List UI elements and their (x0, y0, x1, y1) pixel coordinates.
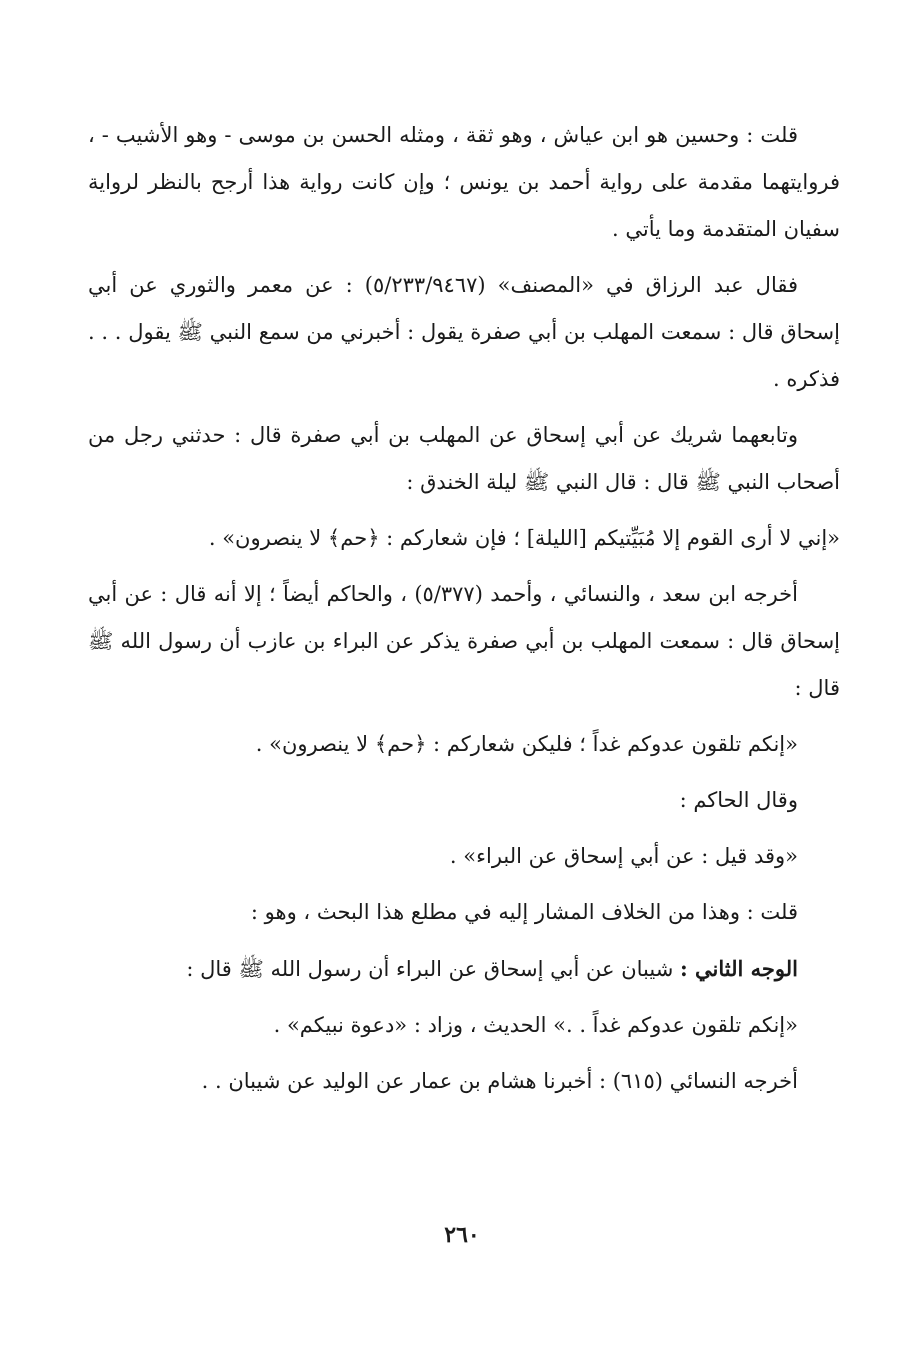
quote-hadith-dawat-nabiyyikum: «إنكم تلقون عدوكم غداً . .» الحديث ، وزاد : «دعوة نبيكم» . (273, 1013, 798, 1037)
paragraph-sharik-corroboration: وتابعهما شريك عن أبي إسحاق عن المهلب بن أبي صفرة قال : حدثني رجل من أصحاب النبي ﷺ قال : قال النبي ﷺ ليلة الخندق : (88, 423, 840, 494)
paragraph-second-aspect (88, 945, 798, 993)
paragraph-commentary-husain: قلت : وحسين هو ابن عياش ، وهو ثقة ، ومثله الحسن بن موسى - وهو الأشيب - ، فروايتهما مقدمة على رواية أحمد بن يونس ؛ وإن كانت رواية هذا أرجح بالنظر لرواية سفيان المتقدمة وما يأتي . (88, 123, 840, 241)
paragraph-disagreement-note: قلت : وهذا من الخلاف المشار إليه في مطلع هذا البحث ، وهو : (250, 900, 798, 924)
paragraph-hakim-said: وقال الحاكم : (679, 788, 798, 812)
second-aspect-text: شيبان عن أبي إسحاق عن البراء أن رسول الله ﷺ قال : (186, 957, 674, 981)
paragraph-abdulrazzaq-musannaf: فقال عبد الرزاق في «المصنف» (٥/٢٣٣/٩٤٦٧) : عن معمر والثوري عن أبي إسحاق قال : سمعت المهلب بن أبي صفرة يقول : أخبرني من سمع النبي ﷺ يقول . . . فذكره . (88, 273, 840, 391)
paragraph-takhrij-nasai: أخرجه النسائي (٦١٥) : أخبرنا هشام بن عمار عن الوليد عن شيبان . . (201, 1069, 798, 1093)
paragraph-takhrij-ibn-saad: أخرجه ابن سعد ، والنسائي ، وأحمد (٥/٣٧٧) ، والحاكم أيضاً ؛ إلا أنه قال : عن أبي إسحاق قال : سمعت المهلب بن أبي صفرة يذكر عن البراء بن عازب أن رسول الله ﷺ قال : (88, 582, 840, 700)
quote-hadith-talqawna: «إنكم تلقون عدوكم غداً ؛ فليكن شعاركم : ﴿حم﴾ لا ينصرون» . (255, 732, 798, 756)
quote-hadith-khandaq: «إني لا أرى القوم إلا مُبَيِّتيكم [الليلة] ؛ فإن شعاركم : ﴿حم﴾ لا ينصرون» . (208, 526, 840, 550)
second-aspect-label: الوجه الثاني : (679, 956, 798, 981)
quote-hakim-statement: «وقد قيل : عن أبي إسحاق عن البراء» . (449, 844, 798, 868)
page-number: ٢٦٠ (444, 1222, 480, 1248)
book-page-body (0, 112, 924, 1114)
